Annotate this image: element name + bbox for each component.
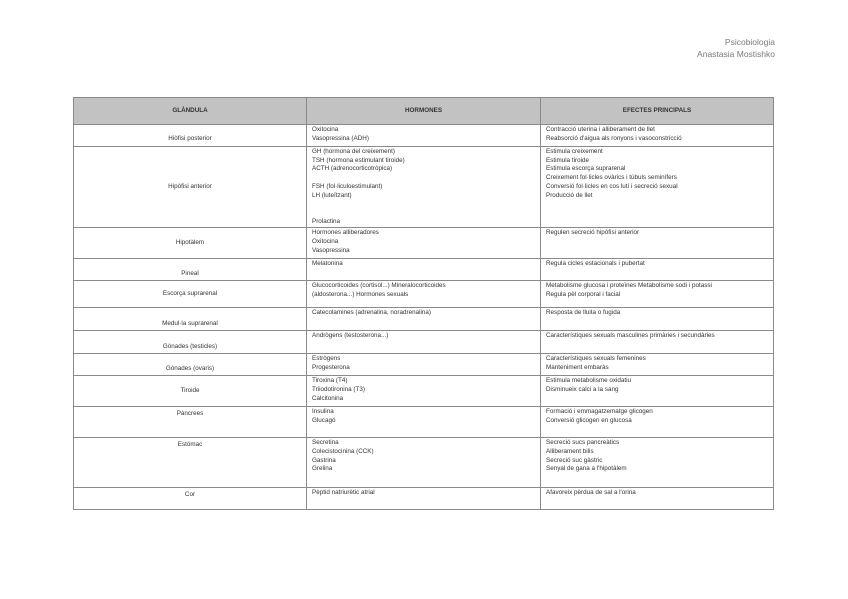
effect-item: Característiques sexuals femenines [546,355,646,363]
effects-cell [541,331,774,354]
hormone-item: Progesterona [312,363,350,371]
effects-cell [541,281,774,308]
gland-cell: Gònades (ovaris) [74,354,307,376]
effect-item: Producció de llet [546,191,593,199]
hormones-cell [307,281,541,308]
effects-cell [541,308,774,331]
table-row [74,438,774,488]
hormones-cell [307,228,541,259]
hormone-item: Glucocorticoides (cortisol...) Mineralocorticoides [312,282,446,290]
hormone-item: Gastrina [312,456,336,464]
effect-item: Secreció suc gàstric [546,456,603,464]
table-row [74,376,774,407]
header-author: Anastasia Mostishko [697,49,775,59]
hormones-cell [307,308,541,331]
gland-cell: Pàncrees [74,407,307,438]
table-row [74,125,774,147]
effect-item: Estimula creixement [546,148,603,155]
effect-item: Estimula tiroide [546,156,590,164]
effect-item: Creixement fol·licles ovàrics i túbuls seminífers [546,174,677,182]
gland-cell: Escorça suprarenal [74,281,307,308]
hormone-item: Grelina [312,465,333,473]
table-row [74,228,774,259]
gland-cell: Hipòfisi anterior [74,147,307,228]
effect-item: Reabsorció d'aigua als ronyons i vasoconstricció [546,134,682,142]
hormone-item: Pèptid natriurètic atrial [312,489,375,497]
gland-cell: Estómac [74,438,307,488]
effect-item: Conversió fol·licles en cos lutí i secreció sexual [546,182,678,190]
page-header [697,36,775,60]
hormone-item: ACTH (adrenocorticotròpica) [312,165,393,173]
blank-line [312,200,535,209]
hormone-item: Oxitocina [312,126,339,133]
table-row [74,308,774,331]
effect-item: Estimula metabolisme oxidatiu [546,377,632,385]
effects-cell [541,354,774,376]
hormone-item: Glucagó [312,416,336,424]
gland-cell: Medul·la suprarenal [74,308,307,331]
column-header-effects: EFECTES PRINCIPALS [541,98,774,125]
effects-cell [541,376,774,407]
table-row [74,407,774,438]
gland-cell: Tiroide [74,376,307,407]
table-row [74,354,774,376]
table-row [74,147,774,228]
effects-cell [541,125,774,147]
effect-item: Regula pèl corporal i facial [546,290,621,298]
hormones-cell [307,376,541,407]
hormone-item: Melatonina [312,260,343,268]
effects-cell [541,259,774,281]
column-header-hormones: HORMONES [307,98,541,125]
effect-item: Secreció sucs pancreàtics [546,439,620,447]
effect-item: Metabolisme glucosa i proteïnes Metabolisme sodi i potassi [546,282,712,290]
effect-item: Estimula escorça suprarenal [546,165,626,173]
hormone-item: LH (luteïtzant) [312,191,352,199]
effect-item: Resposta de lluita o fugida [546,309,621,317]
effect-item: Contracció uterina i alliberament de llet [546,126,655,133]
effects-cell [541,488,774,510]
effect-item: Formació i emmagatzematge glicogen [546,408,653,416]
gland-cell: Cor [74,488,307,510]
hormone-item: GH (hormona del creixement) [312,148,395,155]
hormone-item: Estrògens [312,355,341,363]
hormone-item: Triiodotironina (T3) [312,385,365,393]
gland-cell: Hipotàlem [74,228,307,259]
effect-item: Regula cicles estacionals i pubertat [546,260,645,268]
hormone-item: Colecistocinina (CCK) [312,447,374,455]
effects-cell [541,228,774,259]
hormone-item: Vasopressina (ADH) [312,134,369,142]
effect-item: Manteniment embaràs [546,363,609,371]
effect-item: Afavoreix pèrdua de sal a l'orina [546,489,636,497]
table-row [74,488,774,510]
hormones-cell [307,331,541,354]
hormone-item: Oxitocina [312,237,339,245]
gland-cell: Hiòfisi posterior [74,125,307,147]
effect-item: Senyal de gana a l'hipotàlem [546,465,627,473]
table-header-row [74,98,774,125]
hormones-cell [307,407,541,438]
hormone-item: Prolactina [312,217,341,225]
effect-item: Conversió glicogen en glucosa [546,416,632,424]
column-header-gland: GLÀNDULA [74,98,307,125]
effect-item: Regulen secreció hipòfisi anterior [546,229,640,237]
hormone-item: FSH (fol·liculoestimulant) [312,182,383,190]
glands-table [73,97,774,510]
table-row [74,259,774,281]
gland-cell: Pineal [74,259,307,281]
blank-line [312,209,535,218]
hormones-cell [307,438,541,488]
hormones-cell [307,147,541,228]
hormones-cell [307,259,541,281]
hormones-cell [307,125,541,147]
hormone-item: Hormones alliberadores [312,229,379,237]
effect-item: Alliberament bilis [546,447,594,455]
hormones-cell [307,488,541,510]
hormones-cell [307,354,541,376]
hormone-item: Insulina [312,408,334,416]
hormone-item: Catecolamines (adrenalina, noradrenalina) [312,309,432,317]
effect-item: Disminueix calci a la sang [546,385,619,393]
effect-item: Característiques sexuals masculines primàries i secundàries [546,332,715,340]
effects-cell [541,407,774,438]
hormone-item: Andrògens (testosterona...) [312,332,389,340]
header-course: Psicobiologia [724,37,775,47]
hormone-item: Calcitonina [312,394,344,402]
blank-line [312,174,535,183]
hormone-item: (aldosterona...) Hormones sexuals [312,290,409,298]
effects-cell [541,147,774,228]
hormone-item: Vasopressina [312,246,350,254]
hormone-item: Tiroxina (T4) [312,377,348,385]
hormone-item: TSH (hormona estimulant tiroide) [312,156,405,164]
hormone-item: Secretina [312,439,339,447]
effects-cell [541,438,774,488]
table-row [74,281,774,308]
gland-cell: Gònades (testicles) [74,331,307,354]
table-row [74,331,774,354]
